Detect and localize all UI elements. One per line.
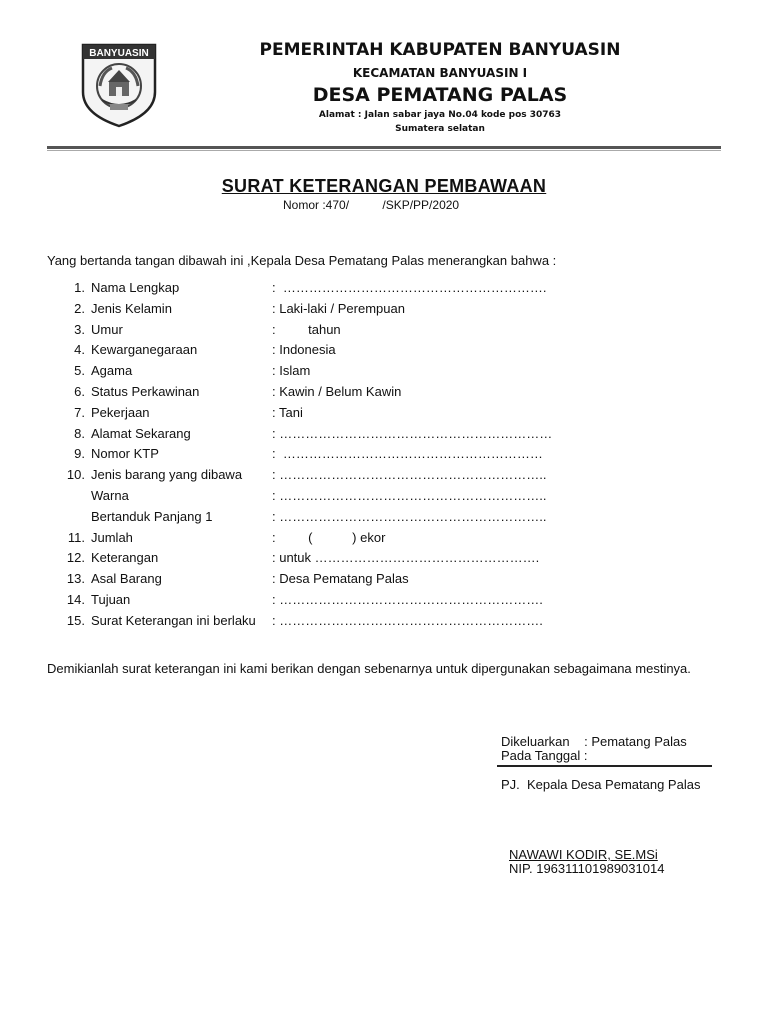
field-number: 8. <box>74 426 85 441</box>
field-number: 1. <box>74 280 85 295</box>
field-number: 14. <box>66 592 85 607</box>
header-divider <box>47 146 721 149</box>
field-value: : ( ) ekor <box>272 530 386 545</box>
field-value: : ……………………………………………………… <box>272 426 553 441</box>
document-title-wrap <box>0 176 768 197</box>
field-label: Bertanduk Panjang 1 <box>91 509 213 524</box>
field-number: 3. <box>74 322 85 337</box>
document-number: Nomor :470/ /SKP/PP/2020 <box>283 198 460 212</box>
field-value: : …………………………………………………….. <box>272 467 547 482</box>
field-number: 2. <box>74 301 85 316</box>
field-number: 11. <box>67 530 85 545</box>
field-label: Kewarganegaraan <box>91 342 198 357</box>
field-number: 7. <box>74 405 85 420</box>
field-number: 9. <box>74 446 85 461</box>
village-heading: DESA PEMATANG PALAS <box>312 84 568 106</box>
province-line: Sumatera selatan <box>395 124 485 134</box>
field-number: 15. <box>66 613 85 628</box>
field-value: : Desa Pematang Palas <box>272 571 409 586</box>
address-line: Alamat : Jalan sabar jaya No.04 kode pos 30763 <box>318 110 562 120</box>
field-value: : ……………………………………………………. <box>272 613 543 628</box>
field-value: : …………………………………………………….. <box>272 488 547 503</box>
closing-paragraph: Demikianlah surat keterangan ini kami berikan dengan sebenarnya untuk dipergunakan sebagaimana mestinya. <box>47 661 691 676</box>
field-value: : ……………………………………………………. <box>272 280 547 295</box>
field-label: Agama <box>91 363 133 378</box>
field-value: : ……………………………………………………. <box>272 592 543 607</box>
field-value: : untuk ……………………………………………. <box>272 550 540 565</box>
field-number: 4. <box>74 342 85 357</box>
field-number: 12. <box>66 550 85 565</box>
document-title: SURAT KETERANGAN PEMBAWAAN <box>221 176 547 196</box>
field-label: Jenis barang yang dibawa <box>91 467 243 482</box>
intro-paragraph: Yang bertanda tangan dibawah ini ,Kepala Desa Pematang Palas menerangkan bahwa : <box>47 253 557 268</box>
field-label: Nama Lengkap <box>91 280 180 295</box>
header-divider-thin <box>47 150 721 151</box>
field-label: Status Perkawinan <box>91 384 200 399</box>
issued-date: Pada Tanggal : <box>501 748 588 763</box>
field-value: : Indonesia <box>272 342 336 357</box>
field-value: : Islam <box>272 363 311 378</box>
field-label: Nomor KTP <box>91 446 159 461</box>
signatory-name: NAWAWI KODIR, SE.MSi <box>509 847 658 862</box>
field-value: : Tani <box>272 405 303 420</box>
signatory-nip: NIP. 196311101989031014 <box>509 861 665 876</box>
field-label: Jumlah <box>91 530 133 545</box>
field-value: : tahun <box>272 322 341 337</box>
field-label: Asal Barang <box>91 571 162 586</box>
signatory-title: PJ. Kepala Desa Pematang Palas <box>501 777 701 792</box>
field-value: : …………………………………………………… <box>272 446 543 461</box>
field-number: 6. <box>74 384 85 399</box>
field-label: Pekerjaan <box>91 405 150 420</box>
field-label: Jenis Kelamin <box>91 301 172 316</box>
field-number: 10. <box>66 467 85 482</box>
logo-text: BANYUASIN <box>89 48 149 59</box>
field-label: Keterangan <box>91 550 159 565</box>
field-label: Alamat Sekarang <box>91 426 191 441</box>
field-label: Tujuan <box>91 592 131 607</box>
government-heading: PEMERINTAH KABUPATEN BANYUASIN <box>259 40 621 60</box>
field-value: : Laki-laki / Perempuan <box>272 301 405 316</box>
issued-at: Dikeluarkan : Pematang Palas <box>501 734 687 749</box>
field-number: 13. <box>66 571 85 586</box>
signature-divider <box>497 765 712 767</box>
field-value: : Kawin / Belum Kawin <box>272 384 402 399</box>
field-label: Umur <box>91 322 123 337</box>
field-label: Warna <box>91 488 129 503</box>
field-number: 5. <box>74 363 85 378</box>
field-label: Surat Keterangan ini berlaku <box>91 613 256 628</box>
banyuasin-emblem-logo <box>80 42 158 128</box>
field-value: : …………………………………………………….. <box>272 509 547 524</box>
district-heading: KECAMATAN BANYUASIN I <box>352 66 528 80</box>
